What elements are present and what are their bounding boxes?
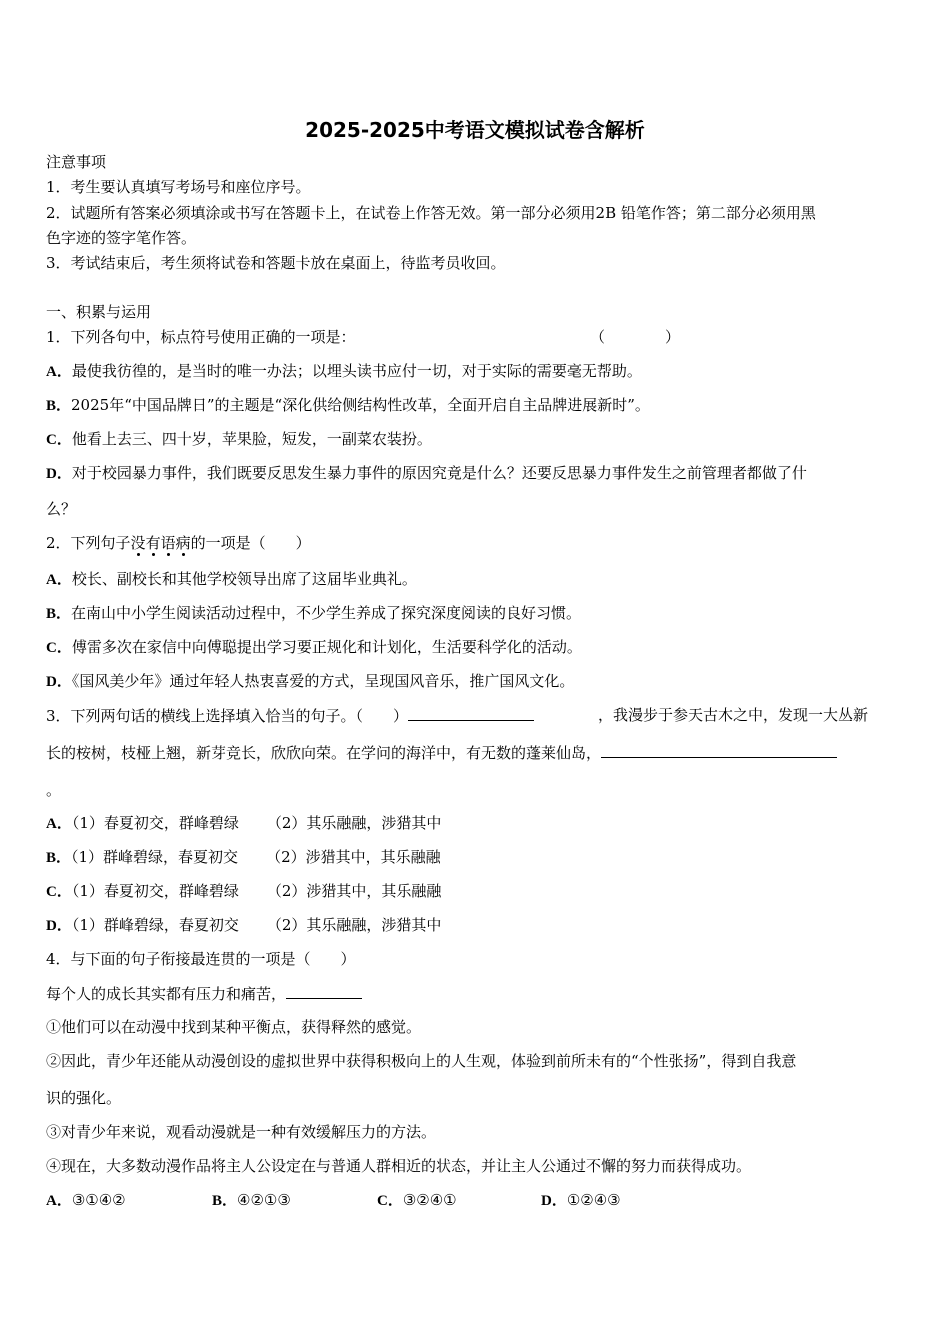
- page-title: 2025-2025中考语文模拟试卷含解析: [305, 118, 645, 142]
- option-text: 傅雷多次在家信中向傅聪提出学习要正规化和计划化，生活要科学化的活动。: [71, 638, 582, 656]
- q4-option-d: [541, 1190, 621, 1211]
- q4-option-a: [46, 1190, 126, 1211]
- option-letter: B．: [46, 606, 72, 622]
- q4-sentence-4: ④现在，大多数动漫作品将主人公设定在与普通人群相近的状态，并让主人公通过不懈的努力而获得成功。: [46, 1157, 752, 1175]
- emphasis-char: 有: [145, 534, 161, 552]
- option-letter: A．: [46, 816, 72, 832]
- q3-stem: [46, 705, 534, 726]
- option-text: ③①④②: [71, 1191, 126, 1209]
- emphasis-char: 语: [160, 534, 176, 552]
- q1-option-b: [46, 395, 650, 416]
- q2-option-b: [46, 603, 581, 624]
- q1-option-d-cont: 么？: [46, 500, 77, 518]
- option-text: 2025年“中国品牌日”的主题是“深化供给侧结构性改革，全面开启自主品牌进展新时”。: [71, 396, 650, 414]
- option-letter: D．: [46, 918, 72, 934]
- option-text: 校长、副校长和其他学校领导出席了这届毕业典礼。: [71, 570, 417, 588]
- q3-stem-cont: ，我漫步于参天古木之中，发现一大丛新: [598, 706, 869, 724]
- option-letter: C．: [377, 1193, 403, 1209]
- q4-lead: [46, 983, 362, 1004]
- section-heading: 一、积累与运用: [46, 303, 152, 321]
- option-text: ④②①③: [237, 1191, 291, 1209]
- notice-heading: 注意事项: [46, 153, 107, 171]
- q2-stem-post: 的一项是（ ）: [190, 534, 311, 552]
- q2-stem: [46, 533, 311, 553]
- notice-item-2-cont: 色字迹的签字笔作答。: [46, 229, 197, 247]
- option-text: 《国风美少年》通过年轻人热衷喜爱的方式，呈现国风音乐，推广国风文化。: [71, 672, 575, 690]
- q3-line3: 。: [46, 781, 62, 799]
- option-text: ③②④①: [402, 1191, 457, 1209]
- q4-sentence-2: ②因此，青少年还能从动漫创设的虚拟世界中获得积极向上的人生观，体验到前所未有的“个性张扬”，得到自我意: [46, 1052, 797, 1070]
- option-letter: D．: [541, 1193, 567, 1209]
- q3-option-d: [46, 915, 441, 936]
- q1-stem-text: 1．下列各句中，标点符号使用正确的一项是：: [46, 328, 356, 346]
- option-letter: B．: [46, 398, 72, 414]
- option-part-1: （1）春夏初交，群峰碧绿: [71, 814, 239, 832]
- q1-option-d: [46, 463, 807, 484]
- q3-option-c: [46, 881, 441, 902]
- option-letter: C．: [46, 884, 72, 900]
- q4-option-c: [377, 1190, 457, 1211]
- notice-item-3: 3．考试结束后，考生须将试卷和答题卡放在桌面上，待监考员收回。: [46, 254, 506, 272]
- q4-sentence-3: ③对青少年来说，观看动漫就是一种有效缓解压力的方法。: [46, 1123, 437, 1141]
- option-text: 他看上去三、四十岁，苹果脸，短发，一副菜农装扮。: [71, 430, 432, 448]
- option-part-2: （2）涉猎其中，其乐融融: [266, 848, 441, 866]
- option-text: 对于校园暴力事件，我们既要反思发生暴力事件的原因究竟是什么？还要反思暴力事件发生之前管理者都做了什: [71, 464, 807, 482]
- emphasis-char: 没: [130, 534, 146, 552]
- q3-line2-text: 长的桉树，枝桠上翘，新芽竞长，欣欣向荣。在学问的海洋中，有无数的蓬莱仙岛，: [46, 744, 602, 762]
- q3-stem-text: 3．下列两句话的横线上选择填入恰当的句子。（ ）: [46, 707, 409, 725]
- q4-stem: 4．与下面的句子衔接最连贯的一项是（ ）: [46, 950, 356, 968]
- q4-sentence-1: ①他们可以在动漫中找到某种平衡点，获得释然的感觉。: [46, 1018, 422, 1036]
- option-letter: B．: [212, 1193, 238, 1209]
- q2-stem-pre: 2．下列句子: [46, 534, 131, 552]
- option-part-2: （2）其乐融融，涉猎其中: [266, 916, 442, 934]
- option-letter: C．: [46, 432, 72, 448]
- q1-answer-bracket: （ ）: [590, 328, 681, 346]
- option-letter: D．: [46, 674, 72, 690]
- q1-stem: [46, 327, 356, 347]
- option-text: 最使我彷徨的，是当时的唯一办法；以埋头读书应付一切，对于实际的需要毫无帮助。: [71, 362, 642, 380]
- q4-lead-text: 每个人的成长其实都有压力和痛苦，: [46, 985, 287, 1003]
- option-letter: B．: [46, 850, 72, 866]
- option-letter: C．: [46, 640, 72, 656]
- option-part-2: （2）涉猎其中，其乐融融: [266, 882, 442, 900]
- option-part-1: （1）群峰碧绿，春夏初交: [71, 848, 239, 866]
- q4-sentence-2-cont: 识的强化。: [46, 1089, 122, 1107]
- q1-option-c: [46, 429, 432, 450]
- q1-option-a: [46, 361, 642, 382]
- q2-option-a: [46, 569, 417, 590]
- fill-blank-2: [601, 742, 837, 758]
- option-text: 在南山中小学生阅读活动过程中，不少学生养成了探究深度阅读的良好习惯。: [71, 604, 582, 622]
- option-part-2: （2）其乐融融，涉猎其中: [266, 814, 442, 832]
- q2-option-c: [46, 637, 582, 658]
- option-part-1: （1）春夏初交，群峰碧绿: [71, 882, 239, 900]
- option-letter: D．: [46, 466, 72, 482]
- q4-option-b: [212, 1190, 291, 1211]
- option-part-1: （1）群峰碧绿，春夏初交: [71, 916, 239, 934]
- q3-option-a: [46, 813, 441, 834]
- notice-item-2: 2．试题所有答案必须填涂或书写在答题卡上，在试卷上作答无效。第一部分必须用2B 铅笔作答；第二部分必须用黑: [46, 204, 816, 222]
- option-letter: A．: [46, 572, 72, 588]
- fill-blank-1: [408, 705, 534, 721]
- emphasis-char: 病: [175, 534, 191, 552]
- q3-option-b: [46, 847, 441, 868]
- option-letter: A．: [46, 1193, 72, 1209]
- fill-blank-3: [286, 983, 362, 999]
- option-text: ①②④③: [566, 1191, 621, 1209]
- notice-item-1: 1．考生要认真填写考场号和座位序号。: [46, 178, 311, 196]
- q3-line2: [46, 742, 837, 763]
- q2-option-d: [46, 671, 574, 692]
- option-letter: A．: [46, 364, 72, 380]
